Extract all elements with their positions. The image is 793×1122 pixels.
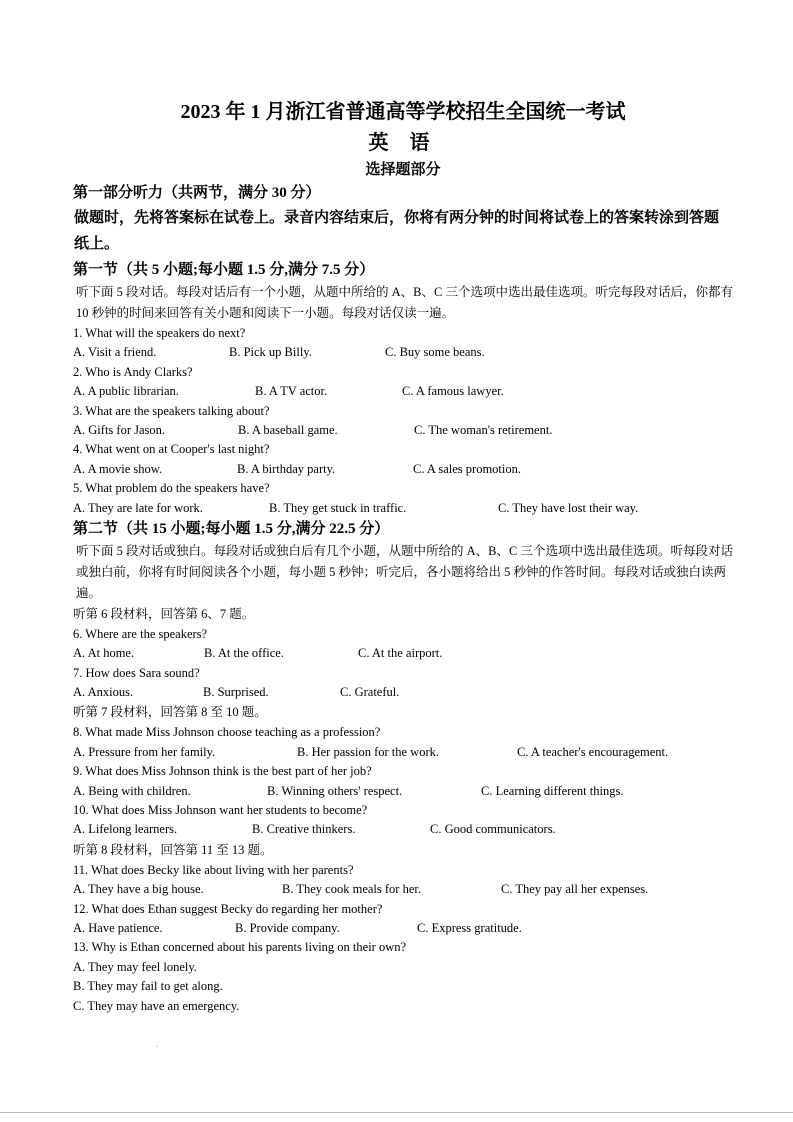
option-b: B. A birthday party.	[237, 461, 336, 476]
option-a: A. They are late for work.	[73, 500, 203, 515]
section2-instruction: 听下面 5 段对话或独白。每段对话或独白后有几个小题，从题中所给的 A、B、C 三个选项中选出最佳选项。听每段对话或独白前，你将有时间阅读各个小题，每小题 5 秒钟；听完后，各小题将给出 5 秒钟的作答时间。每段对话或独白读两遍。	[76, 543, 733, 600]
option-b: B. Pick up Billy.	[229, 345, 312, 360]
option-b: B. Her passion for the work.	[297, 744, 439, 759]
option-c: C. A famous lawyer.	[402, 384, 504, 399]
options-10	[73, 820, 733, 839]
option-b: B. A baseball game.	[238, 422, 338, 437]
option-a: A. Being with children.	[73, 783, 191, 798]
option-c: C. Learning different things.	[481, 783, 624, 798]
option-b: B. They cook meals for her.	[282, 882, 421, 897]
question-1: 1. What will the speakers do next?	[73, 326, 246, 340]
option-c: C. Good communicators.	[430, 822, 556, 837]
question-3: 3. What are the speakers talking about?	[73, 403, 270, 418]
option-a: A. Gifts for Jason.	[73, 422, 166, 437]
options-9	[73, 782, 733, 801]
part1-heading: 第一部分听力（共两节，满分 30 分）	[73, 185, 321, 201]
options-11	[73, 880, 733, 899]
section2-heading: 第二节（共 15 小题;每小题 1.5 分,满分 22.5 分）	[73, 520, 390, 537]
question-6: 6. Where are the speakers?	[73, 626, 208, 641]
option-c: C. A teacher's encouragement.	[517, 744, 669, 759]
option-13c: C. They may have an emergency.	[73, 998, 240, 1013]
option-a: A. Anxious.	[73, 685, 134, 700]
question-12: 12. What does Ethan suggest Becky do regarding her mother?	[73, 901, 383, 916]
question-4: 4. What went on at Cooper's last night?	[73, 442, 270, 457]
options-5	[73, 499, 733, 518]
section1-instruction: 听下面 5 段对话。每段对话后有一个小题，从题中所给的 A、B、C 三个选项中选出最佳选项。听完每段对话后，你都有 10 秒钟的时间来回答有关小题和阅读下一小题。每段对话仅读一遍。	[76, 285, 733, 320]
question-2: 2. Who is Andy Clarks?	[73, 364, 193, 379]
option-c: C. Grateful.	[340, 685, 400, 700]
option-b: B. A TV actor.	[255, 384, 328, 399]
material-7: 听第 7 段材料，回答第 8 至 10 题。	[73, 705, 267, 720]
options-2	[73, 382, 733, 401]
question-13: 13. Why is Ethan concerned about his parents living on their own?	[73, 940, 407, 955]
options-4	[73, 460, 733, 479]
option-b: B. Creative thinkers.	[252, 822, 356, 837]
material-8: 听第 8 段材料，回答第 11 至 13 题。	[73, 842, 273, 857]
question-10: 10. What does Miss Johnson want her students to become?	[73, 803, 368, 818]
option-c: C. They have lost their way.	[498, 500, 639, 515]
option-c: C. At the airport.	[358, 646, 443, 661]
subject-title: 英 语	[368, 132, 438, 154]
option-13b: B. They may fail to get along.	[73, 979, 223, 994]
scan-speck	[156, 1046, 158, 1047]
question-7: 7. How does Sara sound?	[73, 665, 200, 680]
option-b: B. Surprised.	[203, 685, 269, 700]
question-8: 8. What made Miss Johnson choose teaching as a profession?	[73, 725, 381, 740]
exam-title: 2023 年 1 月浙江省普通高等学校招生全国统一考试	[180, 101, 626, 123]
material-6: 听第 6 段材料，回答第 6、7 题。	[73, 606, 255, 621]
options-8	[73, 743, 733, 762]
option-a: A. They have a big house.	[73, 882, 204, 897]
option-a: A. Pressure from her family.	[73, 744, 216, 759]
page-bottom-border	[0, 1112, 793, 1113]
option-c: C. They pay all her expenses.	[501, 882, 649, 897]
option-c: C. A sales promotion.	[413, 461, 521, 476]
option-c: C. Buy some beans.	[385, 345, 485, 360]
option-a: A. A public librarian.	[73, 384, 179, 399]
part-title: 选择题部分	[365, 162, 441, 178]
option-a: A. At home.	[73, 646, 135, 661]
option-c: C. Express gratitude.	[417, 920, 522, 935]
exam-page	[73, 96, 733, 1016]
option-c: C. The woman's retirement.	[414, 422, 553, 437]
part1-note: 做题时，先将答案标在试卷上。录音内容结束后，你将有两分钟的时间将试卷上的答案转涂到答题纸上。	[74, 210, 720, 252]
option-a: A. Have patience.	[73, 920, 163, 935]
option-b: B. Provide company.	[235, 920, 340, 935]
options-1	[73, 343, 733, 362]
question-5: 5. What problem do the speakers have?	[73, 481, 270, 496]
options-7	[73, 683, 733, 702]
option-13a: A. They may feel lonely.	[73, 959, 197, 974]
options-3	[73, 421, 733, 440]
question-11: 11. What does Becky like about living with her parents?	[73, 862, 354, 877]
question-9: 9. What does Miss Johnson think is the best part of her job?	[73, 764, 372, 779]
option-a: A. A movie show.	[73, 461, 163, 476]
option-b: B. They get stuck in traffic.	[269, 500, 407, 515]
option-a: A. Visit a friend.	[73, 345, 157, 360]
options-12	[73, 919, 733, 938]
options-6	[73, 644, 733, 663]
section1-heading: 第一节（共 5 小题;每小题 1.5 分,满分 7.5 分）	[73, 262, 375, 278]
option-b: B. Winning others' respect.	[267, 783, 403, 798]
option-b: B. At the office.	[204, 646, 284, 661]
option-a: A. Lifelong learners.	[73, 822, 178, 837]
